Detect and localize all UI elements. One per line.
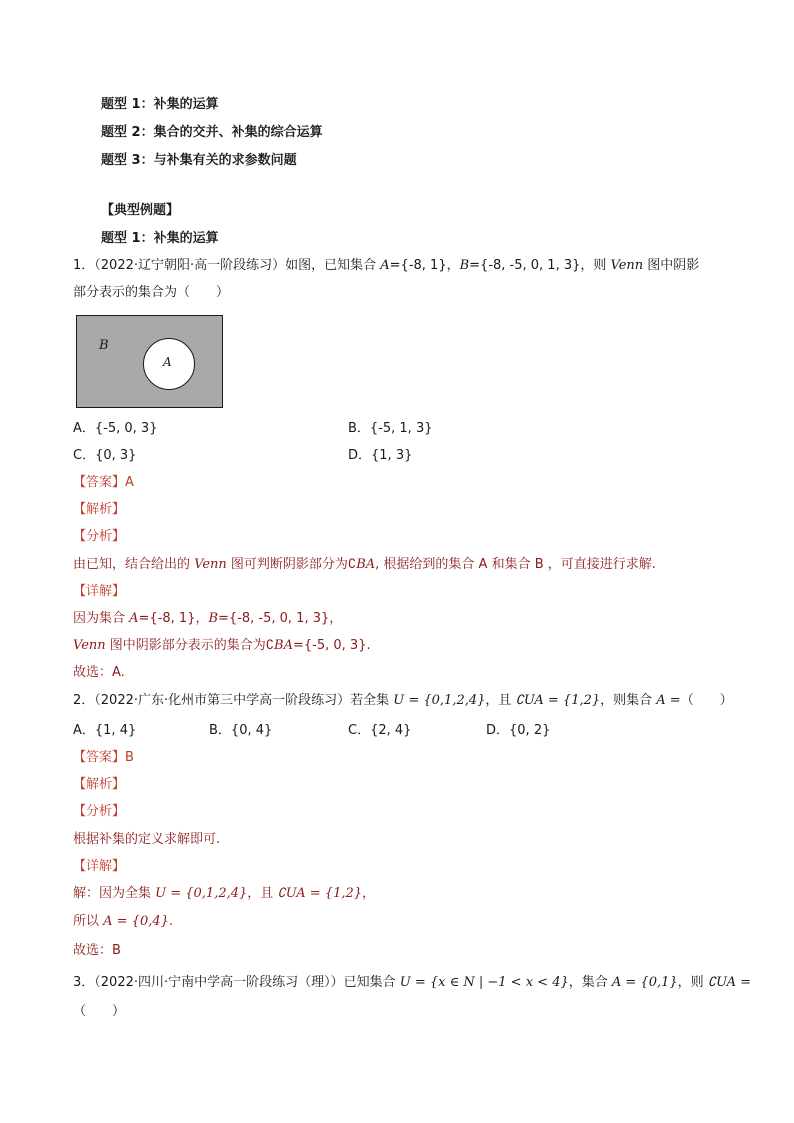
q2-detail-tag: 【详解】 [73,859,126,874]
heading-type2: 题型 2：集合的交并、补集的综合运算 [101,125,323,140]
venn-label-a: A [163,355,172,369]
q1-answer: 【答案】A [73,475,134,490]
q1-fenxi: 由已知，结合给出的 Venn 图可判断阴影部分为∁BA, 根据给到的集合 A 和集合 B ，可直接进行求解. [73,557,656,572]
heading-type1: 题型 1：补集的运算 [101,97,219,112]
section-type1: 题型 1：补集的运算 [101,231,219,246]
q1-detail-tag: 【详解】 [73,584,126,599]
q1-detail-line1: 因为集合 A={-8, 1}，B={-8, -5, 0, 1, 3}， [73,611,343,626]
q1-stem-line2: 部分表示的集合为（ ） [73,285,230,300]
q2-option-b: B．{0, 4} [209,723,273,738]
q2-option-a: A．{1, 4} [73,723,137,738]
section-title: 【典型例题】 [101,203,180,218]
q2-option-d: D．{0, 2} [486,723,551,738]
q1-analysis-tag: 【解析】 [73,502,126,517]
q2-stem: 2．（2022·广东·化州市第三中学高一阶段练习）若全集 U = {0,1,2,4}，且 ∁UA = {1,2}，则集合 A =（ ） [73,693,733,708]
q2-choose: 故选：B [73,943,121,958]
venn-diagram [76,315,223,408]
q3-stem-line1: 3．（2022·四川·宁南中学高一阶段练习（理））已知集合 U = {x ∈ N | −1 < x < 4}，集合 A = {0,1}，则 ∁UA = [73,975,752,990]
q1-option-c: C．{0, 3} [73,448,137,463]
q1-option-b: B．{-5, 1, 3} [348,421,433,436]
q3-stem-line2: （ ） [73,1004,126,1019]
q1-stem-line1: 1．（2022·辽宁朝阳·高一阶段练习）如图，已知集合 A={-8, 1}，B={-8, -5, 0, 1, 3}，则 Venn 图中阴影 [73,258,700,273]
q1-option-d: D．{1, 3} [348,448,413,463]
venn-circle-a [143,338,195,390]
q2-detail-line2: 所以 A = {0,4}. [73,914,174,929]
q1-detail-line2: Venn 图中阴影部分表示的集合为∁BA={-5, 0, 3}. [73,638,371,653]
q2-option-c: C．{2, 4} [348,723,412,738]
q1-option-a: A．{-5, 0, 3} [73,421,158,436]
heading-type3: 题型 3：与补集有关的求参数问题 [101,153,297,168]
q2-detail-line1: 解：因为全集 U = {0,1,2,4}，且 ∁UA = {1,2}， [73,886,376,901]
q1-choose: 故选：A. [73,665,125,680]
q2-answer: 【答案】B [73,750,134,765]
venn-label-b: B [99,338,109,353]
q2-analysis-tag: 【解析】 [73,777,126,792]
q1-fenxi-tag: 【分析】 [73,529,126,544]
q2-fenxi: 根据补集的定义求解即可. [73,832,221,847]
q2-fenxi-tag: 【分析】 [73,804,126,819]
